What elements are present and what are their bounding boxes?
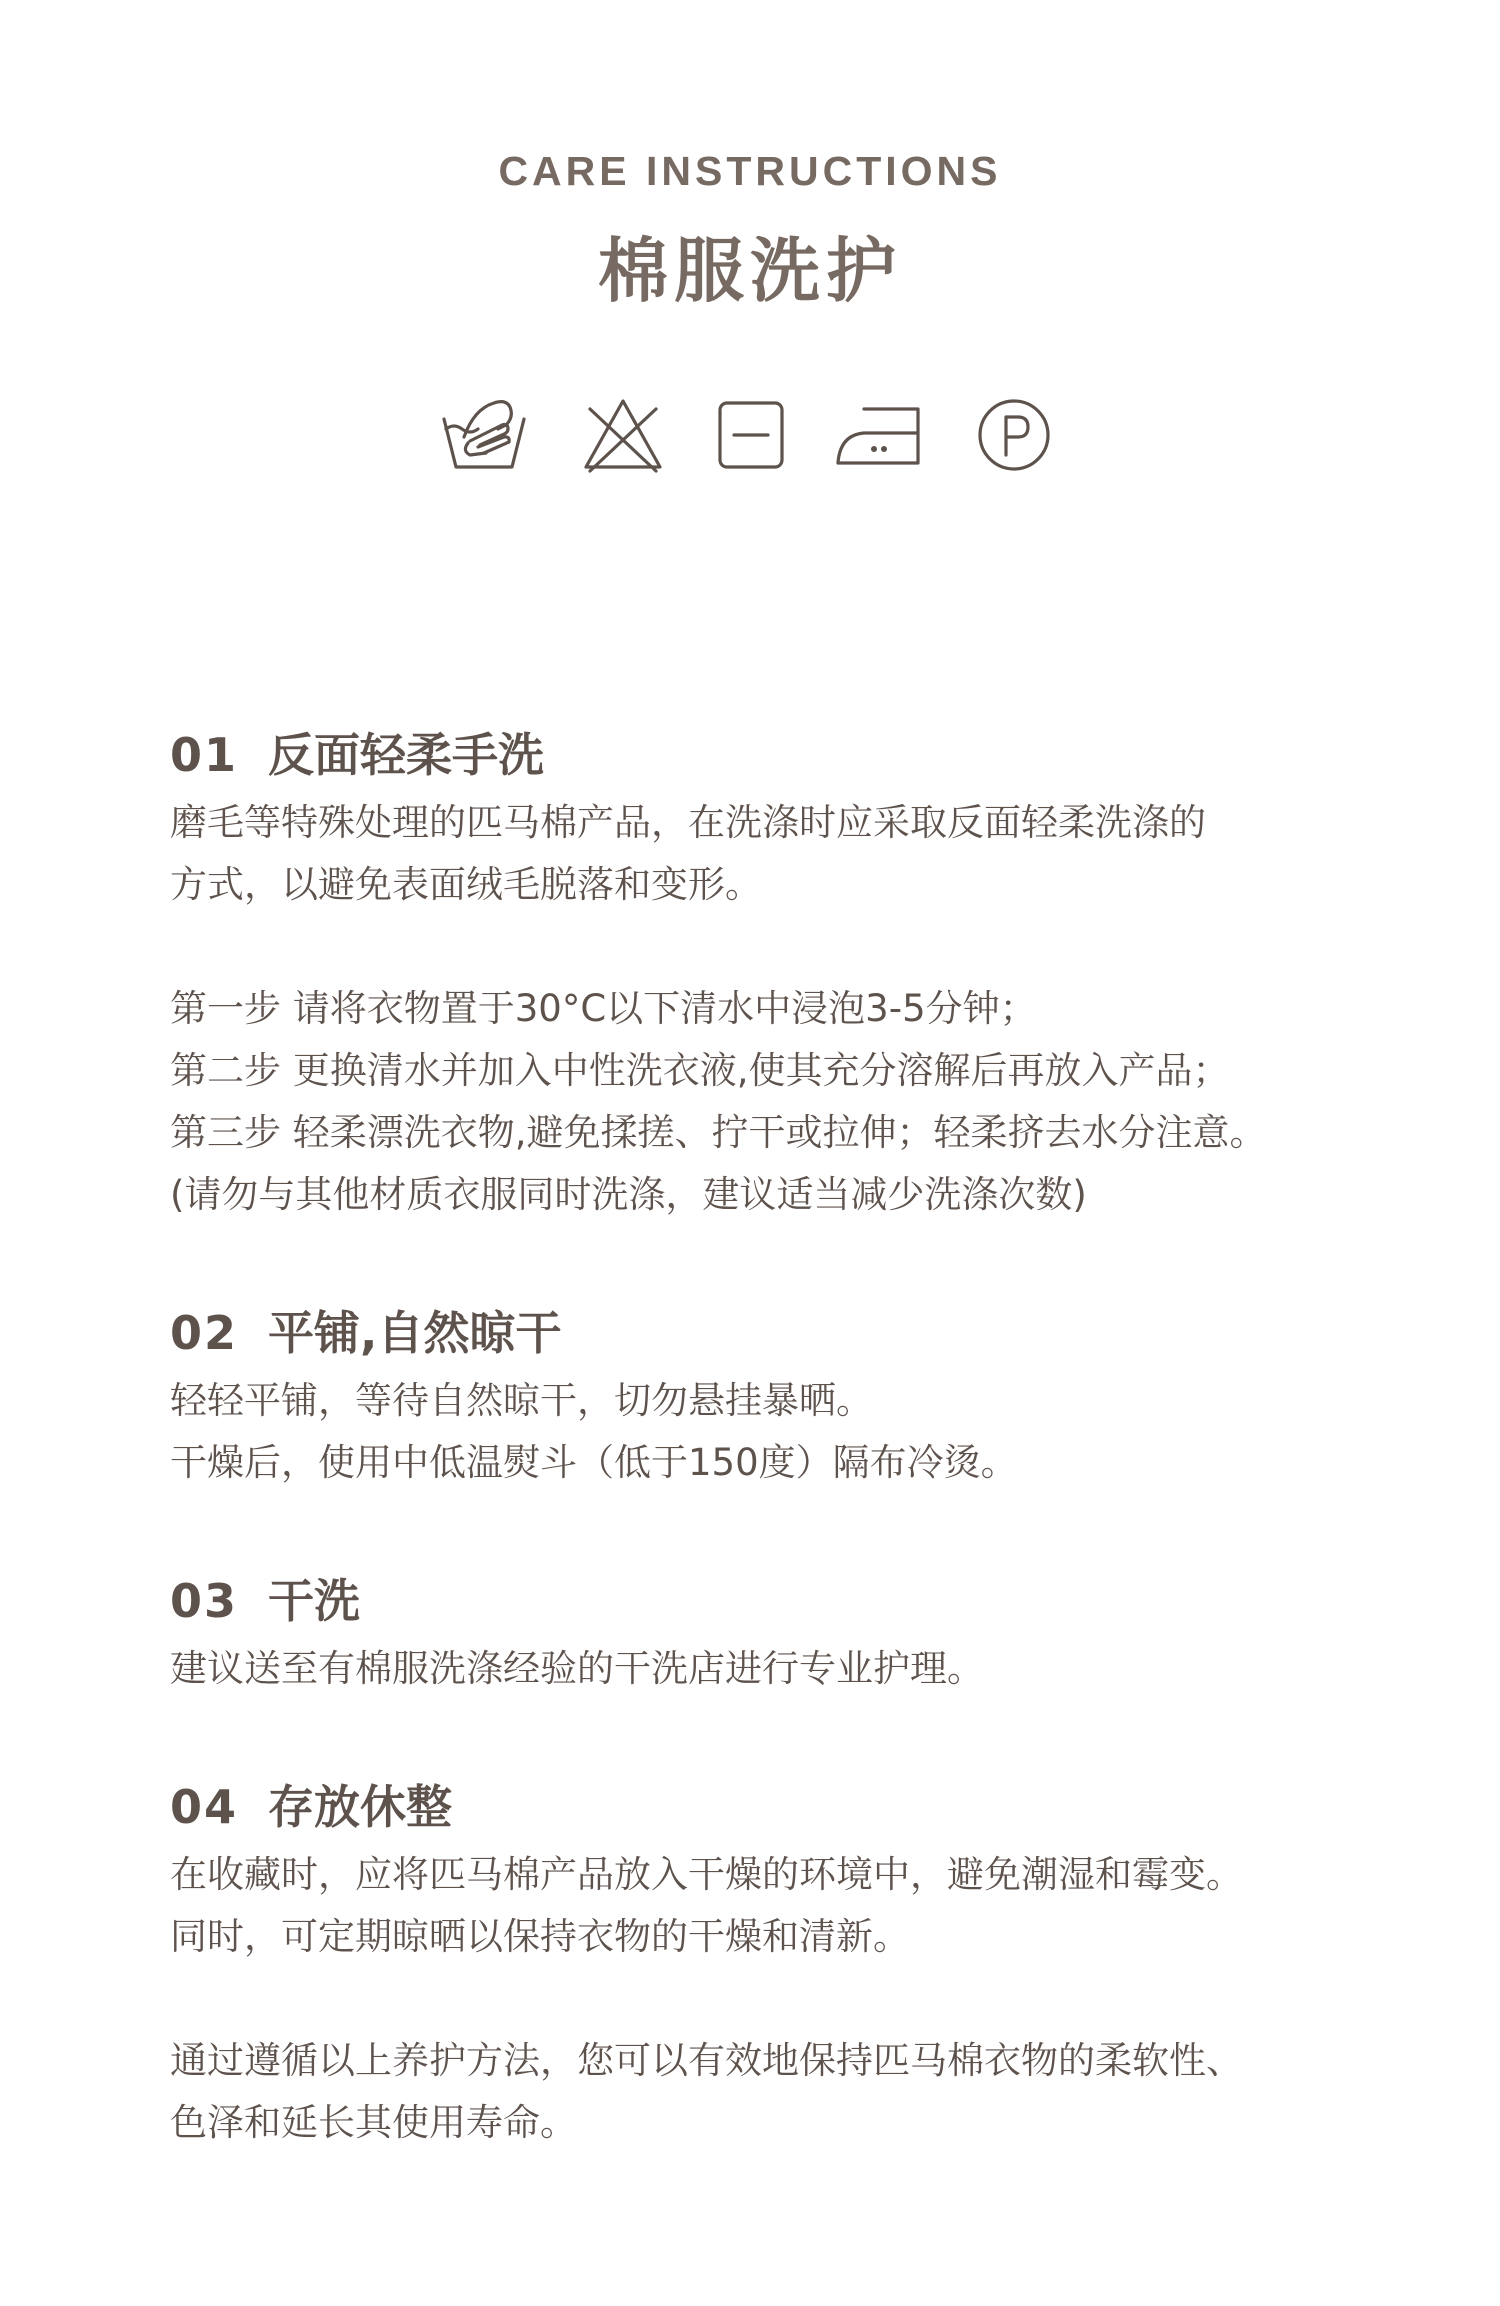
section-text-line: 同时，可定期晾晒以保持衣物的干燥和清新。 — [170, 1915, 910, 1958]
section-number: 04 — [170, 1780, 239, 1834]
step-line: 第三步 轻柔漂洗衣物,避免揉搓、拧干或拉伸；轻柔挤去水分注意。 — [170, 1111, 1267, 1154]
section-heading — [170, 1570, 1430, 1632]
section-hand-wash — [170, 724, 1430, 1226]
section-text-line: 干燥后，使用中低温熨斗（低于150度）隔布冷烫。 — [170, 1441, 1018, 1484]
section-storage — [170, 1776, 1430, 1968]
care-content — [170, 724, 1430, 2154]
section-number: 01 — [170, 728, 239, 782]
section-heading — [170, 1302, 1430, 1364]
dry-flat-icon — [716, 395, 786, 475]
section-number: 03 — [170, 1574, 239, 1628]
section-title: 存放休整 — [268, 1780, 453, 1834]
section-text-line: 方式，以避免表面绒毛脱落和变形。 — [170, 863, 762, 906]
care-icon-row — [0, 395, 1500, 475]
do-not-bleach-icon — [580, 395, 666, 475]
hand-wash-icon — [440, 395, 530, 475]
section-text-line: 建议送至有棉服洗涤经验的干洗店进行专业护理。 — [170, 1647, 984, 1690]
section-text-line: 轻轻平铺，等待自然晾干，切勿悬挂暴晒。 — [170, 1379, 873, 1422]
section-title: 反面轻柔手洗 — [268, 728, 545, 782]
step-line: 第二步 更换清水并加入中性洗衣液,使其充分溶解后再放入产品； — [170, 1049, 1230, 1092]
section-heading — [170, 1776, 1430, 1838]
eyebrow-title: CARE INSTRUCTIONS — [498, 148, 1002, 194]
section-title: 干洗 — [268, 1574, 361, 1628]
dry-clean-p-icon — [976, 395, 1052, 475]
iron-low-icon — [834, 395, 924, 475]
section-title: 平铺,自然晾干 — [268, 1306, 562, 1360]
page-title: 棉服洗护 — [598, 230, 902, 312]
section-heading — [170, 724, 1430, 786]
section-dry-flat — [170, 1302, 1430, 1494]
closing-line: 色泽和延长其使用寿命。 — [170, 2101, 577, 2144]
step-line: 第一步 请将衣物置于30°C以下清水中浸泡3-5分钟； — [170, 987, 1037, 1030]
closing-note — [170, 2030, 1430, 2154]
section-text-line: 磨毛等特殊处理的匹马棉产品，在洗涤时应采取反面轻柔洗涤的 — [170, 801, 1206, 844]
section-text-line: 在收藏时，应将匹马棉产品放入干燥的环境中，避免潮湿和霉变。 — [170, 1853, 1243, 1896]
step-note: (请勿与其他材质衣服同时洗涤，建议适当减少洗涤次数) — [170, 1173, 1087, 1216]
closing-line: 通过遵循以上养护方法，您可以有效地保持匹马棉衣物的柔软性、 — [170, 2039, 1243, 2082]
section-number: 02 — [170, 1306, 239, 1360]
section-dry-clean — [170, 1570, 1430, 1700]
